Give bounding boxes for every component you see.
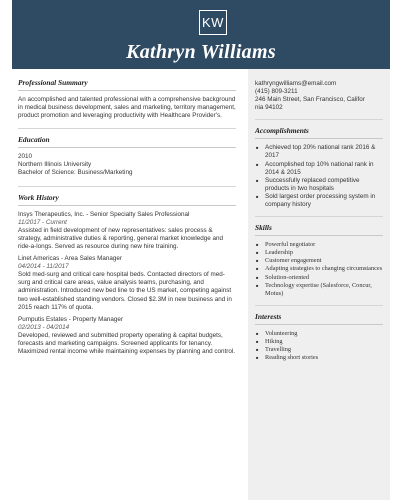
- section-title-work-history: Work History: [18, 192, 59, 202]
- interest-item: ■ Reading short stories: [255, 354, 383, 362]
- education-year: 2010: [18, 153, 33, 161]
- education-degree: Bachelor of Science: Business/Marketing: [18, 169, 133, 177]
- section-separator: [255, 216, 383, 217]
- job-dates: 02/2013 - 04/2014: [18, 323, 70, 331]
- section-title-professional-summary: Professional Summary: [18, 78, 88, 87]
- section-divider: [18, 205, 236, 206]
- accomplishment-item: ■ Achieved top 20% national rank 2016 & 2017: [255, 144, 383, 160]
- section-divider: [18, 147, 236, 148]
- accomplishments-section: [255, 126, 383, 209]
- contact-address-line1: 246 Main Street, San Francisco, Califor: [255, 96, 365, 104]
- interests-list: [255, 330, 383, 362]
- contact-address-line2: nia 94102: [255, 104, 283, 112]
- job-title: Insys Therapeutics, Inc. - Senior Specialty Sales Professional: [18, 210, 190, 218]
- section-title-education: Education: [18, 135, 50, 145]
- contact-section: [255, 80, 383, 112]
- job-description: Developed, reviewed and submitted property operating & capital budgets, forecasts and marketing campaigns. Screened applicants for tenancy. Maximized rental income while maintaining expenses by planning and control.: [18, 331, 236, 356]
- contact-email: kathryngwilliams@email.com: [255, 80, 337, 87]
- skills-section: [255, 223, 383, 298]
- resume-header: [12, 0, 390, 69]
- skills-list: [255, 241, 383, 298]
- skill-item: ■ Powerful negotiator: [255, 241, 383, 249]
- section-separator: [18, 186, 236, 187]
- job-dates: 04/2014 - 11/2017: [18, 263, 69, 271]
- skill-item: ■ Leadership: [255, 249, 383, 257]
- education-section: [18, 135, 236, 177]
- skill-item: ■ Technology expertise (Salesforce, Concur, Motus): [255, 282, 383, 298]
- main-column: [18, 78, 236, 356]
- interest-item: ■ Volunteering: [255, 330, 383, 338]
- accomplishment-item: ■ Successfully replaced competitive products in two hospitals: [255, 177, 383, 193]
- summary-text: An accomplished and talented professional with a comprehensive background in medical business development, sales and marketing, territory management, product promotion and leveraging productivity with Healthcare Provider's.: [18, 96, 236, 120]
- education-school: Northern Illinois University: [18, 161, 92, 169]
- section-divider: [255, 235, 383, 236]
- accomplishment-item: ■ Sold largest order processing system in company history: [255, 193, 383, 209]
- section-title-skills: Skills: [255, 223, 272, 233]
- skill-item: ■ Adapting strategies to changing circumstances: [255, 265, 383, 273]
- interest-item: ■ Travelling: [255, 346, 383, 354]
- job-description: Sold med-surg and critical care hospital beds. Contacted directors of med-surg and critical care areas, value analysis teams, purchasing, and administration. Introduced new bed line to the US market, competing against two well-established standing vendors. Closed $2.3M in new business and in 2015 reach 117% of quota.: [18, 271, 232, 311]
- job-entry: [18, 255, 236, 312]
- section-divider: [18, 90, 236, 91]
- accomplishment-item: ■ Accomplished top 10% national rank in 2014 & 2015: [255, 161, 383, 177]
- candidate-name: Kathryn Williams: [126, 41, 276, 63]
- sidebar: [248, 69, 390, 500]
- section-separator: [255, 119, 383, 120]
- job-dates: 11/2017 - Current: [18, 218, 67, 226]
- work-history-section: [18, 193, 236, 357]
- sidebar-content: [255, 80, 383, 362]
- skill-item: ■ Customer engagement: [255, 257, 383, 265]
- job-entry: [18, 211, 236, 251]
- section-separator: [255, 305, 383, 306]
- accomplishments-list: [255, 144, 383, 209]
- job-entry: [18, 316, 236, 356]
- section-title-interests: Interests: [255, 311, 282, 321]
- contact-phone: (415) 809-3211: [255, 88, 298, 96]
- job-title: Pumputis Estates - Property Manager: [18, 315, 123, 323]
- section-divider: [255, 324, 383, 325]
- professional-summary-section: [18, 78, 236, 120]
- section-separator: [18, 128, 236, 129]
- job-title: Linet Americas - Area Sales Manager: [18, 255, 122, 263]
- section-divider: [255, 138, 383, 139]
- interests-section: [255, 312, 383, 362]
- job-description: Assisted in field development of new representatives: sales process & strategy, administrative duties & reporting, general market knowledge and ride-a-longs. Served as resource during new hire training.: [18, 226, 223, 250]
- monogram-logo: KW: [199, 10, 227, 35]
- section-title-accomplishments: Accomplishments: [255, 126, 309, 136]
- skill-item: ■ Solution-oriented: [255, 274, 383, 282]
- interest-item: ■ Hiking: [255, 338, 383, 346]
